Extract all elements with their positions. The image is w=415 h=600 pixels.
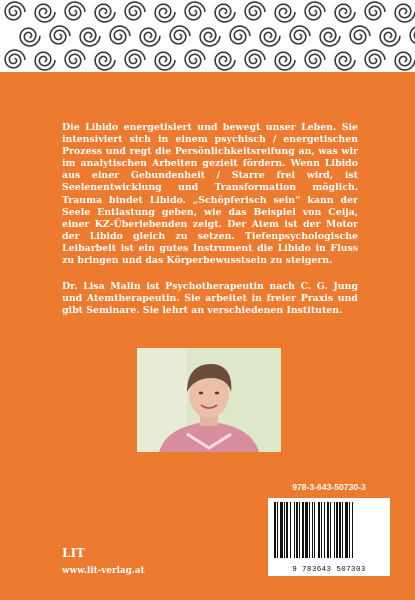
back-cover-blurb [62, 122, 358, 331]
blurb-paragraph-book: Die Libido energetisiert und bewegt unser Leben. Sie intensiviert sich in einem psychisch / energetischen Prozess und regt die Persönlichkeitsreifung an, was wir im analytischen Arbeiten gezielt fördern. Wenn Libido aus einer Gebundenheit / Starre frei wird, ist Seelenentwicklung und Transformation möglich. Trauma bindet Libido. „Schöpferisch sein“ kann der Seele Entlastung geben, wie das Beispiel von Ceija, einer KZ-Überlebenden zeigt. Der Atem ist der Motor der Libido gleich zu setzen. Tiefenpsychologische Leibarbeit ist ein gutes Instrument die Libido in Fluss zu bringen und das Körperbewusstsein zu steigern. [62, 122, 358, 267]
barcode-digits: 9 783643 507303 [292, 566, 366, 574]
publisher-logo: LIT [62, 546, 85, 560]
barcode-bars [268, 498, 390, 562]
spiral-pattern-graphic [0, 0, 415, 72]
decorative-spiral-pattern [0, 0, 415, 72]
author-photo [137, 348, 281, 452]
isbn-barcode [268, 498, 390, 576]
publisher-website: www.lit-verlag.at [62, 566, 145, 576]
isbn-number: 978-3-643-50730-3 [292, 482, 366, 492]
blurb-paragraph-author: Dr. Lisa Malin ist Psychotherapeutin nach C. G. Jung und Atemtherapeutin. Sie arbeitet in freier Praxis und gibt Seminare. Sie lehrt an verschiedenen Instituten. [62, 281, 358, 317]
